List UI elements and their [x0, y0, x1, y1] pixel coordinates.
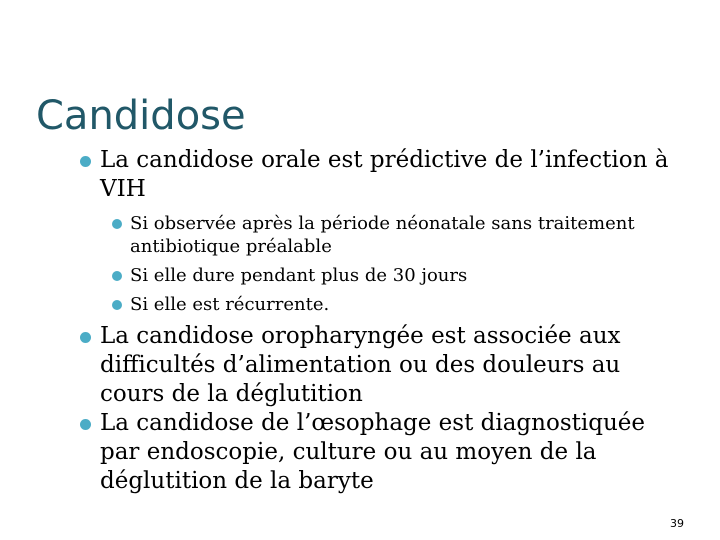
sub-bullet-item	[106, 212, 688, 258]
bullet-list	[78, 146, 688, 496]
bullet-dot-icon	[80, 419, 91, 430]
bullet-item	[78, 146, 688, 316]
bullet-dot-icon	[80, 332, 91, 343]
sub-bullet-item	[106, 264, 688, 287]
sub-bullet-text: Si elle est récurrente.	[130, 294, 330, 315]
bullet-dot-icon	[112, 219, 122, 229]
bullet-item	[78, 409, 688, 496]
bullet-dot-icon	[112, 271, 122, 281]
sub-bullet-list	[106, 212, 688, 316]
bullet-dot-icon	[80, 156, 91, 167]
bullet-text: La candidose oropharyngée est associée aux difficultés d’alimentation ou des douleurs au cours de la déglutition	[100, 323, 621, 407]
bullet-text: La candidose de l’œsophage est diagnostiquée par endoscopie, culture ou au moyen de la déglutition de la baryte	[100, 410, 645, 494]
sub-bullet-text: Si observée après la période néonatale sans traitement antibiotique préalable	[130, 213, 635, 257]
bullet-dot-icon	[112, 300, 122, 310]
bullet-text: La candidose orale est prédictive de l’infection à VIH	[100, 147, 669, 202]
sub-bullet-item	[106, 293, 688, 316]
slide-title: Candidose	[36, 93, 246, 139]
sub-bullet-text: Si elle dure pendant plus de 30 jours	[130, 265, 468, 286]
bullet-item	[78, 322, 688, 409]
page-number: 39	[670, 517, 684, 530]
